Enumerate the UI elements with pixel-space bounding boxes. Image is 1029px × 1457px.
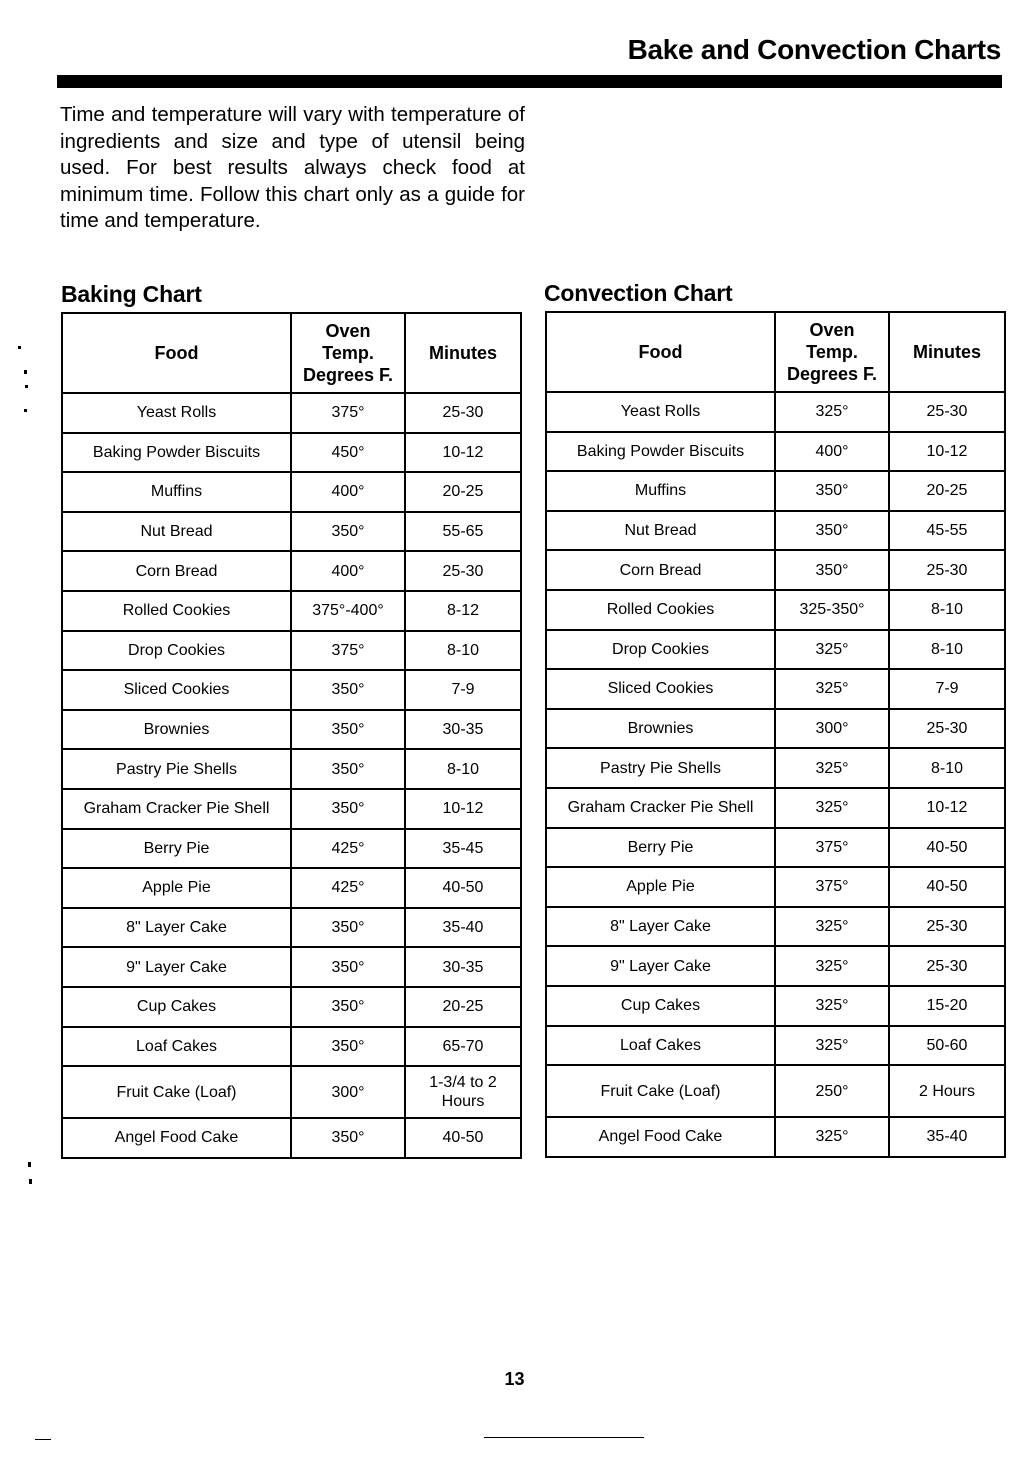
table-row xyxy=(62,631,521,671)
minutes-cell: 25-30 xyxy=(405,393,521,433)
minutes-cell: 40-50 xyxy=(889,867,1005,907)
table-row xyxy=(62,908,521,948)
temp-cell: 325° xyxy=(775,986,889,1026)
minutes-cell: 20-25 xyxy=(889,471,1005,511)
minutes-cell: 40-50 xyxy=(889,828,1005,868)
temp-header-line: Oven xyxy=(325,321,371,341)
food-cell: Fruit Cake (Loaf) xyxy=(62,1066,291,1118)
table-row xyxy=(546,748,1005,788)
temp-cell: 350° xyxy=(291,987,405,1027)
food-cell: 9" Layer Cake xyxy=(546,946,775,986)
temp-cell: 325° xyxy=(775,1026,889,1066)
temp-cell: 350° xyxy=(775,511,889,551)
food-cell: Graham Cracker Pie Shell xyxy=(62,789,291,829)
minutes-cell: 35-40 xyxy=(889,1117,1005,1157)
minutes-cell: 45-55 xyxy=(889,511,1005,551)
table-row xyxy=(546,709,1005,749)
table-row xyxy=(546,630,1005,670)
minutes-cell: 8-10 xyxy=(405,631,521,671)
temp-cell: 350° xyxy=(775,471,889,511)
minutes-cell xyxy=(405,1066,521,1118)
table-row xyxy=(546,432,1005,472)
food-cell: Apple Pie xyxy=(62,868,291,908)
food-cell: Yeast Rolls xyxy=(62,393,291,433)
temp-cell: 325° xyxy=(775,748,889,788)
food-cell: Drop Cookies xyxy=(62,631,291,671)
table-row xyxy=(62,512,521,552)
intro-paragraph: Time and temperature will vary with temperature of ingredients and size and type of utensil being used. For best results always check food at minimum time. Follow this chart only as a guide for time and temperature. xyxy=(60,103,525,232)
scan-mark xyxy=(25,385,28,388)
food-cell: 8" Layer Cake xyxy=(62,908,291,948)
temp-cell: 350° xyxy=(291,749,405,789)
table-row xyxy=(62,1027,521,1067)
table-row xyxy=(62,749,521,789)
table-row xyxy=(546,788,1005,828)
table-row xyxy=(546,471,1005,511)
scan-mark xyxy=(29,1179,32,1184)
scan-mark xyxy=(35,1439,51,1440)
food-cell: Baking Powder Biscuits xyxy=(62,433,291,473)
temp-cell: 325° xyxy=(775,788,889,828)
food-cell: Yeast Rolls xyxy=(546,392,775,432)
minutes-cell: 8-10 xyxy=(889,630,1005,670)
minutes-cell: 10-12 xyxy=(889,432,1005,472)
temp-cell: 400° xyxy=(291,472,405,512)
table-row xyxy=(62,710,521,750)
table-row xyxy=(546,1117,1005,1157)
page-title: Bake and Convection Charts xyxy=(627,34,1001,65)
table-row xyxy=(546,867,1005,907)
scan-mark xyxy=(24,409,27,412)
table-row xyxy=(62,829,521,869)
food-cell: Berry Pie xyxy=(62,829,291,869)
minutes-cell: 40-50 xyxy=(405,868,521,908)
food-cell: Cup Cakes xyxy=(546,986,775,1026)
temp-cell: 375° xyxy=(775,828,889,868)
temp-header-line: Temp. xyxy=(322,343,374,363)
food-cell: Berry Pie xyxy=(546,828,775,868)
table-row xyxy=(62,433,521,473)
temp-cell: 325° xyxy=(775,907,889,947)
minutes-cell: 20-25 xyxy=(405,472,521,512)
food-cell: Muffins xyxy=(546,471,775,511)
temp-cell: 350° xyxy=(291,908,405,948)
table-row xyxy=(62,472,521,512)
minutes-cell: 35-40 xyxy=(405,908,521,948)
food-cell: Brownies xyxy=(546,709,775,749)
temp-cell: 300° xyxy=(775,709,889,749)
baking-chart-table xyxy=(61,312,522,1159)
temp-cell: 325-350° xyxy=(775,590,889,630)
temp-cell: 350° xyxy=(291,1027,405,1067)
temp-cell: 350° xyxy=(775,550,889,590)
minutes-cell: 10-12 xyxy=(405,789,521,829)
temp-cell: 250° xyxy=(775,1065,889,1117)
temp-cell: 325° xyxy=(775,669,889,709)
food-cell: Loaf Cakes xyxy=(62,1027,291,1067)
baking-chart-title: Baking Chart xyxy=(61,281,202,307)
food-cell: Angel Food Cake xyxy=(62,1118,291,1158)
minutes-cell: 8-10 xyxy=(405,749,521,789)
temp-header-line: Oven xyxy=(809,320,855,340)
minutes-cell: 25-30 xyxy=(889,709,1005,749)
temp-column-header xyxy=(775,312,889,392)
food-cell: Brownies xyxy=(62,710,291,750)
minutes-cell: 7-9 xyxy=(889,669,1005,709)
temp-cell: 375°-400° xyxy=(291,591,405,631)
table-row xyxy=(546,392,1005,432)
temp-cell: 325° xyxy=(775,946,889,986)
food-cell: Pastry Pie Shells xyxy=(546,748,775,788)
table-row xyxy=(62,591,521,631)
page-number: 13 xyxy=(504,1369,525,1389)
table-row xyxy=(546,669,1005,709)
temp-cell: 400° xyxy=(775,432,889,472)
minutes-cell: 8-12 xyxy=(405,591,521,631)
minutes-cell: 20-25 xyxy=(405,987,521,1027)
temp-header-line: Degrees F. xyxy=(302,365,394,385)
minutes-cell: 25-30 xyxy=(889,946,1005,986)
minutes-cell: 65-70 xyxy=(405,1027,521,1067)
table-row xyxy=(62,1118,521,1158)
minutes-line: Hours xyxy=(441,1093,485,1111)
temp-cell: 350° xyxy=(291,710,405,750)
food-cell: Sliced Cookies xyxy=(62,670,291,710)
minutes-cell: 10-12 xyxy=(889,788,1005,828)
table-row xyxy=(62,987,521,1027)
convection-chart-title: Convection Chart xyxy=(544,280,733,306)
temp-header-line: Degrees F. xyxy=(786,364,878,384)
temp-cell: 375° xyxy=(775,867,889,907)
food-cell: Corn Bread xyxy=(546,550,775,590)
scan-mark xyxy=(28,1162,31,1167)
temp-cell: 375° xyxy=(291,631,405,671)
temp-cell: 375° xyxy=(291,393,405,433)
table-row xyxy=(546,986,1005,1026)
food-cell: Graham Cracker Pie Shell xyxy=(546,788,775,828)
food-cell: 8" Layer Cake xyxy=(546,907,775,947)
temp-cell: 350° xyxy=(291,947,405,987)
food-cell: Loaf Cakes xyxy=(546,1026,775,1066)
minutes-column-header: Minutes xyxy=(889,312,1005,392)
convection-chart-table xyxy=(545,311,1006,1158)
minutes-line: 1-3/4 to 2 xyxy=(429,1074,497,1092)
food-cell: Cup Cakes xyxy=(62,987,291,1027)
food-cell: Pastry Pie Shells xyxy=(62,749,291,789)
food-cell: Sliced Cookies xyxy=(546,669,775,709)
minutes-cell: 25-30 xyxy=(889,392,1005,432)
food-cell: Baking Powder Biscuits xyxy=(546,432,775,472)
temp-cell: 400° xyxy=(291,551,405,591)
table-row xyxy=(546,590,1005,630)
minutes-cell: 50-60 xyxy=(889,1026,1005,1066)
food-column-header: Food xyxy=(62,313,291,393)
scan-mark xyxy=(484,1437,644,1438)
minutes-cell: 30-35 xyxy=(405,947,521,987)
temp-cell: 450° xyxy=(291,433,405,473)
title-rule xyxy=(57,75,1002,88)
minutes-cell: 25-30 xyxy=(405,551,521,591)
food-cell: Nut Bread xyxy=(546,511,775,551)
temp-cell: 425° xyxy=(291,868,405,908)
table-row xyxy=(62,789,521,829)
table-row xyxy=(62,670,521,710)
table-row xyxy=(62,1066,521,1118)
minutes-cell: 30-35 xyxy=(405,710,521,750)
minutes-cell: 8-10 xyxy=(889,748,1005,788)
table-row xyxy=(62,947,521,987)
temp-cell: 350° xyxy=(291,512,405,552)
minutes-cell: 25-30 xyxy=(889,550,1005,590)
food-cell: 9" Layer Cake xyxy=(62,947,291,987)
scan-mark xyxy=(24,370,27,374)
temp-cell: 350° xyxy=(291,1118,405,1158)
food-cell: Nut Bread xyxy=(62,512,291,552)
table-row xyxy=(546,907,1005,947)
table-row xyxy=(546,511,1005,551)
minutes-cell: 7-9 xyxy=(405,670,521,710)
table-row xyxy=(546,828,1005,868)
minutes-cell: 10-12 xyxy=(405,433,521,473)
temp-cell: 325° xyxy=(775,392,889,432)
minutes-column-header: Minutes xyxy=(405,313,521,393)
food-cell: Apple Pie xyxy=(546,867,775,907)
table-row xyxy=(62,393,521,433)
table-row xyxy=(546,1026,1005,1066)
food-cell: Rolled Cookies xyxy=(546,590,775,630)
table-row xyxy=(62,868,521,908)
temp-cell: 425° xyxy=(291,829,405,869)
temp-cell: 325° xyxy=(775,1117,889,1157)
minutes-cell: 15-20 xyxy=(889,986,1005,1026)
minutes-cell: 25-30 xyxy=(889,907,1005,947)
table-row xyxy=(546,946,1005,986)
temp-column-header xyxy=(291,313,405,393)
temp-cell: 350° xyxy=(291,789,405,829)
minutes-cell: 8-10 xyxy=(889,590,1005,630)
convection-header-row xyxy=(546,312,1005,392)
minutes-cell: 35-45 xyxy=(405,829,521,869)
food-cell: Angel Food Cake xyxy=(546,1117,775,1157)
minutes-cell: 2 Hours xyxy=(889,1065,1005,1117)
food-cell: Rolled Cookies xyxy=(62,591,291,631)
food-column-header: Food xyxy=(546,312,775,392)
temp-header-line: Temp. xyxy=(806,342,858,362)
food-cell: Corn Bread xyxy=(62,551,291,591)
food-cell: Fruit Cake (Loaf) xyxy=(546,1065,775,1117)
table-row xyxy=(62,551,521,591)
scan-mark xyxy=(18,346,21,349)
table-row xyxy=(546,550,1005,590)
food-cell: Drop Cookies xyxy=(546,630,775,670)
minutes-cell: 40-50 xyxy=(405,1118,521,1158)
baking-header-row xyxy=(62,313,521,393)
temp-cell: 350° xyxy=(291,670,405,710)
table-row xyxy=(546,1065,1005,1117)
minutes-cell: 55-65 xyxy=(405,512,521,552)
temp-cell: 300° xyxy=(291,1066,405,1118)
food-cell: Muffins xyxy=(62,472,291,512)
temp-cell: 325° xyxy=(775,630,889,670)
